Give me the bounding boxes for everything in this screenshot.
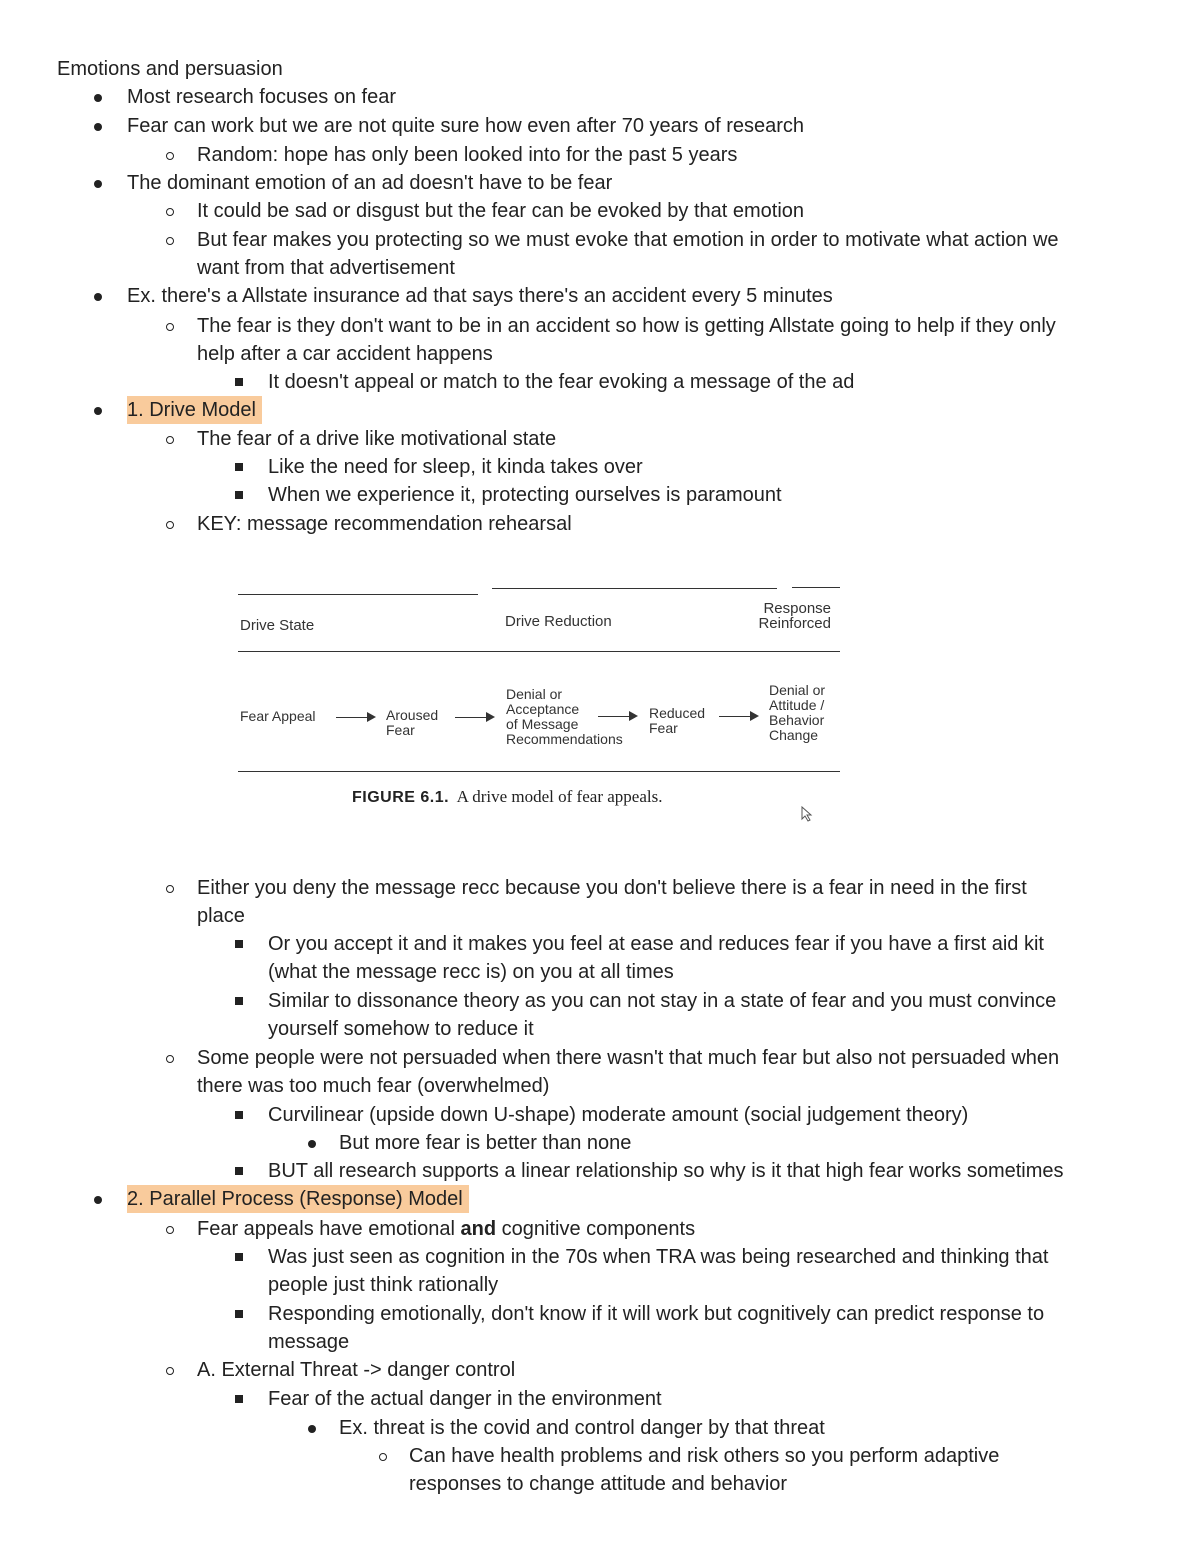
step-reduced-1: Reduced (649, 705, 706, 721)
arrow-icon (598, 716, 636, 717)
drive-model-figure (232, 578, 847, 818)
highlighted-heading: 1. Drive Model (127, 396, 262, 424)
arrow-icon (719, 716, 757, 717)
step-change-1: Denial or (769, 682, 826, 698)
step-reduced-2: Fear (649, 720, 678, 736)
step-denial-3: of Message (506, 716, 579, 732)
step-change-4: Change (769, 727, 819, 743)
header-response-1: Response (763, 600, 831, 617)
rule-line (238, 771, 840, 772)
arrow-icon (336, 717, 374, 718)
step-fear-appeal: Fear Appeal (240, 708, 316, 724)
header-drive-state: Drive State (240, 617, 315, 634)
header-response-2: Reinforced (758, 615, 831, 632)
step-denial-2: Acceptance (506, 701, 580, 717)
step-aroused-2: Fear (386, 722, 415, 738)
step-denial-1: Denial or (506, 686, 563, 702)
header-drive-reduction: Drive Reduction (505, 613, 612, 630)
rule-line (238, 651, 840, 652)
step-aroused-1: Aroused (386, 707, 439, 723)
page-title: Emotions and persuasion (57, 58, 283, 80)
rule-line (792, 587, 840, 588)
rule-line (492, 588, 777, 589)
figure-caption: FIGURE 6.1. A drive model of fear appeals. (352, 787, 663, 806)
rule-line (238, 594, 478, 595)
arrow-icon (455, 717, 493, 718)
step-denial-4: Recommendations (506, 731, 623, 747)
cursor-icon (800, 806, 816, 822)
highlighted-heading: 2. Parallel Process (Response) Model (127, 1185, 469, 1213)
step-change-3: Behavior (769, 712, 825, 728)
step-change-2: Attitude / (769, 697, 825, 713)
